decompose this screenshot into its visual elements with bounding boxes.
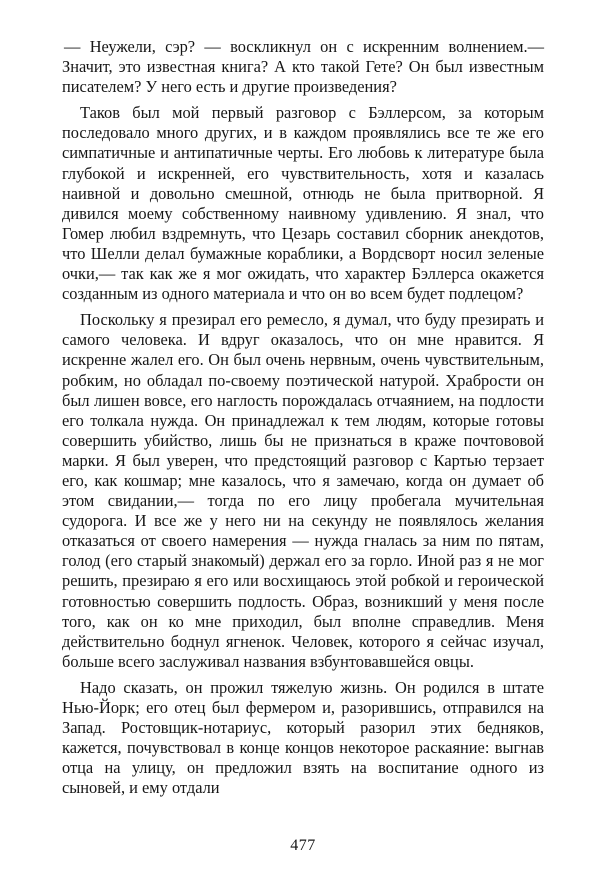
paragraph-biography: Надо сказать, он прожил тяжелую жизнь. Он родился в штате Нью-Йорк; его отец был фермером и, разорившись, отправился на Запад. Ростовщик-нотариус, который разорил этих бедняков, кажется, почувствовал в конце концов некоторое раскаяние: выгнав отца на улицу, он предложил взять на воспитание одного из сыновей, и ему отдали [62,677,544,798]
paragraph-dialogue: — Неужели, сэр? — воскликнул он с искренним волнением.— Значит, это известная книга? А кто такой Гете? Он был известным писателем? У него есть и другие произведения? [62,37,544,97]
paragraph-character-description: Поскольку я презирал его ремесло, я думал, что буду презирать и самого человека. И вдруг оказалось, что он мне нравится. Я искренне жалел его. Он был очень нервным, очень чувствительным, робким, но обладал по-своему поэтической натурой. Храбрости он был лишен вовсе, его наглость порождалась отчаянием, на подлости его толкала нужда. Он принадлежал к тем людям, которые готовы совершить убийство, лишь бы не признаться в краже почтововой марки. Я был уверен, что предстоящий разговор с Картью терзает его, как кошмар; мне казалось, что я замечаю, когда он думает об этом свидании,— тогда по его лицу пробегала мучительная судорога. И все же у него ни на секунду не появлялось желания отказаться от своего намерения — нужда гналась за ним по пятам, голод (его старый знакомый) держал его за горло. Иной раз я не мог решить, презираю я его или восхищаюсь этой робкой и героической готовностью совершить подлость. Образ, возникший у меня после того, как он ко мне приходил, был вполне справедлив. Меня действительно боднул ягненок. Человек, которого я сейчас изучал, больше всего заслуживал названия взбунтовавшейся овцы. [62,310,544,671]
paragraph-first-conversation: Таков был мой первый разговор с Бэллерсом, за которым последовало много других, и в каждом проявлялись все те же его симпатичные и антипатичные черты. Его любовь к литературе была глубокой и искренней, его чувствительность, хотя и казалась наивной и довольно смешной, отнюдь не была притворной. Я дивился моему собственному наивному удивлению. Я знал, что Гомер любил вздремнуть, что Цезарь составил сборник анекдотов, что Шелли делал бумажные кораблики, а Вордсворт носил зеленые очки,— так как же я мог ожидать, что характер Бэллерса окажется созданным из одного материала и что он во всем будет подлецом? [62,103,544,304]
page-number: 477 [290,837,316,854]
book-page [62,37,544,877]
